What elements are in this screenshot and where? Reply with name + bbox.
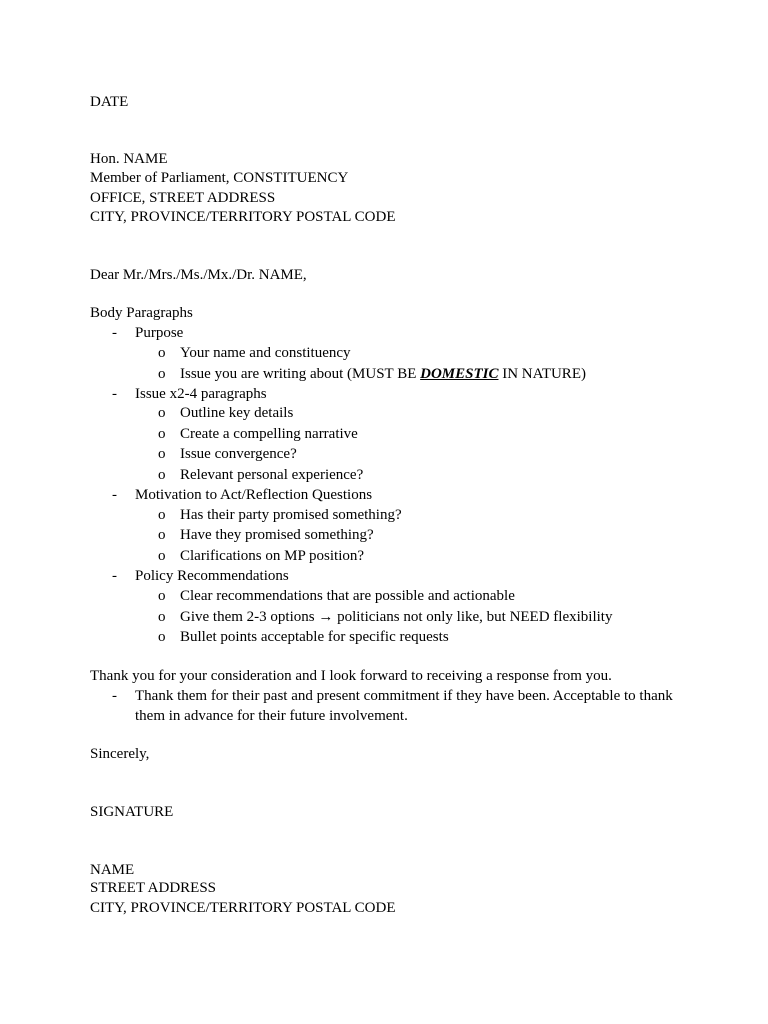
bullet-marker: o xyxy=(158,467,166,483)
recipient-office: OFFICE, STREET ADDRESS xyxy=(90,190,276,206)
bullet-marker: o xyxy=(158,446,166,462)
bullet-marker: o xyxy=(158,366,166,382)
sender-name: NAME xyxy=(90,862,135,878)
sender-city: CITY, PROVINCE/TERRITORY POSTAL CODE xyxy=(90,900,396,916)
section-label-purpose: Purpose xyxy=(135,325,184,341)
list-item: Outline key details xyxy=(180,405,294,421)
list-item: Relevant personal experience? xyxy=(180,467,364,483)
bullet-marker: o xyxy=(158,629,166,645)
sender-street: STREET ADDRESS xyxy=(90,880,216,896)
list-item-text: Give them 2-3 options xyxy=(180,609,319,625)
bullet-marker: o xyxy=(158,588,166,604)
list-item: Have they promised something? xyxy=(180,527,374,543)
dash-marker: - xyxy=(112,487,117,503)
thanks-paragraph: Thank you for your consideration and I look forward to receiving a response from you. xyxy=(90,668,612,684)
list-item: Has their party promised something? xyxy=(180,507,402,523)
recipient-name: Hon. NAME xyxy=(90,151,168,167)
list-item: Create a compelling narrative xyxy=(180,426,358,442)
list-item-text: politicians not only like, but NEED flexibility xyxy=(333,609,613,625)
dash-marker: - xyxy=(112,568,117,584)
salutation: Dear Mr./Mrs./Ms./Mx./Dr. NAME, xyxy=(90,267,307,283)
list-item: Issue convergence? xyxy=(180,446,297,462)
dash-marker: - xyxy=(112,386,117,402)
letter-date: DATE xyxy=(90,94,129,110)
list-item: Your name and constituency xyxy=(180,345,351,361)
list-item: Clarifications on MP position? xyxy=(180,548,365,564)
bullet-marker: o xyxy=(158,527,166,543)
list-item-text: Issue you are writing about (MUST BE xyxy=(180,366,421,382)
list-item xyxy=(180,608,612,627)
recipient-city: CITY, PROVINCE/TERRITORY POSTAL CODE xyxy=(90,209,396,225)
thanks-note: Thank them for their past and present commitment if they have been. Acceptable to thank them in advance for their future involvement. xyxy=(135,688,673,724)
section-label-issue: Issue x2-4 paragraphs xyxy=(135,386,267,402)
list-item: Bullet points acceptable for specific requests xyxy=(180,629,449,645)
bullet-marker: o xyxy=(158,507,166,523)
section-label-motivation: Motivation to Act/Reflection Questions xyxy=(135,487,373,503)
list-item xyxy=(180,365,586,384)
bullet-marker: o xyxy=(158,548,166,564)
section-label-policy: Policy Recommendations xyxy=(135,568,289,584)
body-heading: Body Paragraphs xyxy=(90,305,193,321)
recipient-role: Member of Parliament, CONSTITUENCY xyxy=(90,170,349,186)
domestic-emphasis: DOMESTIC xyxy=(420,366,499,382)
signature-placeholder: SIGNATURE xyxy=(90,804,174,820)
list-item-text: IN NATURE) xyxy=(498,366,586,382)
bullet-marker: o xyxy=(158,426,166,442)
bullet-marker: o xyxy=(158,405,166,421)
right-arrow-icon: → xyxy=(318,609,334,625)
bullet-marker: o xyxy=(158,609,166,625)
dash-marker: - xyxy=(112,325,117,341)
bullet-marker: o xyxy=(158,345,166,361)
sign-off: Sincerely, xyxy=(90,746,150,762)
dash-marker: - xyxy=(112,688,117,704)
list-item: Clear recommendations that are possible and actionable xyxy=(180,588,515,604)
